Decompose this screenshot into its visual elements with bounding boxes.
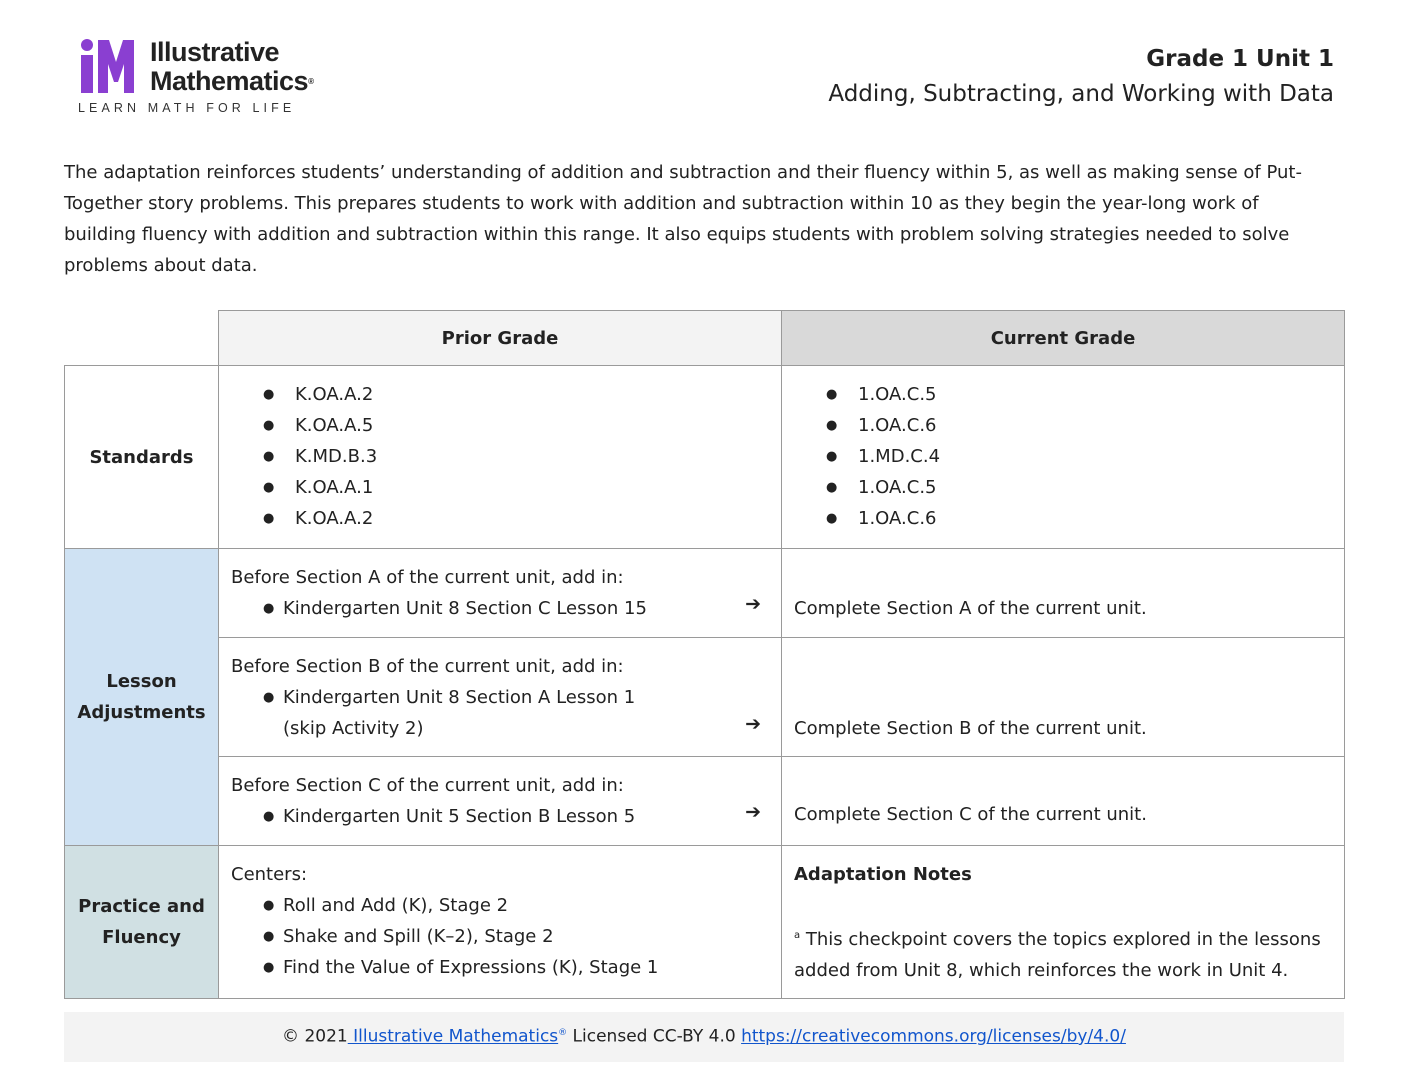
list-item: ● 1.OA.C.5 bbox=[794, 472, 1332, 503]
centers-label: Centers: bbox=[231, 864, 308, 885]
current-adjustment-text: Complete Section C of the current unit. bbox=[794, 804, 1147, 825]
column-header-prior-grade: Prior Grade bbox=[219, 311, 782, 366]
logo-name-line2: Mathematics bbox=[150, 66, 309, 96]
row-header-lesson-adjustments bbox=[65, 549, 219, 846]
copyright-text: © 2021 bbox=[282, 1026, 348, 1047]
list-item: ● Shake and Spill (K–2), Stage 2 bbox=[231, 921, 769, 952]
row-header-line: Adjustments bbox=[77, 702, 206, 723]
list-item: ● 1.OA.C.6 bbox=[794, 503, 1332, 534]
standards-row bbox=[65, 366, 1345, 549]
registered-mark: ® bbox=[558, 1028, 568, 1038]
prior-standards-list bbox=[231, 379, 769, 534]
list-item: ● Kindergarten Unit 8 Section C Lesson 15 bbox=[231, 593, 769, 624]
table-header-row bbox=[65, 311, 1345, 366]
adjustment-intro: Before Section B of the current unit, add in: bbox=[231, 656, 624, 677]
list-item: ● K.MD.B.3 bbox=[231, 441, 769, 472]
row-header-line: Fluency bbox=[102, 927, 181, 948]
logo-tagline: LEARN MATH FOR LIFE bbox=[78, 101, 296, 115]
footer bbox=[64, 1012, 1344, 1062]
row-header-line: Lesson bbox=[106, 671, 177, 692]
im-logo bbox=[78, 38, 348, 118]
centers-cell bbox=[219, 846, 782, 999]
intro-paragraph: The adaptation reinforces students’ understanding of addition and subtraction and their fluency within 5, as well as making sense of Put-Together story problems. This prepares students to work with addition and subtraction within 10 as they begin the year-long work of building fluency with addition and subtraction within this range. It also equips students with problem solving strategies needed to solve problems about data. bbox=[64, 162, 1302, 276]
list-item: ● 1.OA.C.5 bbox=[794, 379, 1332, 410]
page-title: Grade 1 Unit 1 bbox=[1146, 46, 1334, 72]
list-item: ● 1.OA.C.6 bbox=[794, 410, 1332, 441]
logo-name-line1: Illustrative bbox=[150, 37, 280, 67]
list-item: ● 1.MD.C.4 bbox=[794, 441, 1332, 472]
row-header-practice-fluency bbox=[65, 846, 219, 999]
current-adjustment-cell bbox=[782, 757, 1345, 846]
note-marker: a bbox=[794, 930, 801, 941]
row-header-line: Practice and bbox=[78, 896, 205, 917]
list-item: ● K.OA.A.1 bbox=[231, 472, 769, 503]
prior-adjustment-cell bbox=[219, 757, 782, 846]
current-adjustment-cell bbox=[782, 549, 1345, 638]
list-item: ● K.OA.A.2 bbox=[231, 503, 769, 534]
list-item: ● K.OA.A.2 bbox=[231, 379, 769, 410]
list-item bbox=[231, 682, 769, 744]
current-standards-cell bbox=[782, 366, 1345, 549]
lesson-adjustment-row bbox=[65, 757, 1345, 846]
arrow-right-icon: ➔ bbox=[745, 593, 761, 615]
arrow-right-icon: ➔ bbox=[745, 713, 761, 735]
centers-list bbox=[231, 890, 769, 983]
adjustment-list bbox=[231, 801, 769, 832]
list-item: ● Find the Value of Expressions (K), Stage 1 bbox=[231, 952, 769, 983]
adaptation-notes-cell bbox=[782, 846, 1345, 999]
adaptation-notes-heading: Adaptation Notes bbox=[794, 864, 972, 885]
current-adjustment-text: Complete Section A of the current unit. bbox=[794, 598, 1147, 619]
logo-wordmark: Illustrative Mathematics® bbox=[150, 37, 314, 96]
prior-adjustment-cell bbox=[219, 549, 782, 638]
prior-adjustment-cell bbox=[219, 638, 782, 757]
illustrative-mathematics-link[interactable]: Illustrative Mathematics bbox=[347, 1026, 559, 1047]
list-item: ● Roll and Add (K), Stage 2 bbox=[231, 890, 769, 921]
list-item: ● K.OA.A.5 bbox=[231, 410, 769, 441]
practice-row bbox=[65, 846, 1345, 999]
adaptation-table bbox=[64, 310, 1345, 999]
license-url-link[interactable]: https://creativecommons.org/licenses/by/4.0/ bbox=[741, 1026, 1126, 1047]
column-header-current-grade: Current Grade bbox=[782, 311, 1345, 366]
adjustment-item-text: Kindergarten Unit 8 Section A Lesson 1 bbox=[283, 687, 636, 708]
adjustment-item-extra: (skip Activity 2) bbox=[283, 718, 424, 739]
lesson-adjustment-row bbox=[65, 638, 1345, 757]
page-subtitle: Adding, Subtracting, and Working with Data bbox=[828, 81, 1334, 107]
current-adjustment-text: Complete Section B of the current unit. bbox=[794, 718, 1147, 739]
prior-standards-cell bbox=[219, 366, 782, 549]
im-logo-mark-icon bbox=[78, 38, 138, 94]
row-header-standards: Standards bbox=[65, 366, 219, 549]
list-item: ● Kindergarten Unit 5 Section B Lesson 5 bbox=[231, 801, 769, 832]
adjustment-list bbox=[231, 682, 769, 744]
current-standards-list bbox=[794, 379, 1332, 534]
adjustment-intro: Before Section C of the current unit, add in: bbox=[231, 775, 624, 796]
adaptation-note bbox=[794, 920, 1332, 986]
note-text: This checkpoint covers the topics explored in the lessons added from Unit 8, which reinforces the work in Unit 4. bbox=[794, 929, 1321, 981]
lesson-adjustment-row bbox=[65, 549, 1345, 638]
current-adjustment-cell bbox=[782, 638, 1345, 757]
adjustment-intro: Before Section A of the current unit, add in: bbox=[231, 567, 624, 588]
table-corner-cell bbox=[65, 311, 219, 366]
license-text: Licensed CC-BY 4.0 bbox=[567, 1026, 742, 1047]
document-title bbox=[828, 44, 1334, 114]
adjustment-list bbox=[231, 593, 769, 624]
arrow-right-icon: ➔ bbox=[745, 801, 761, 823]
